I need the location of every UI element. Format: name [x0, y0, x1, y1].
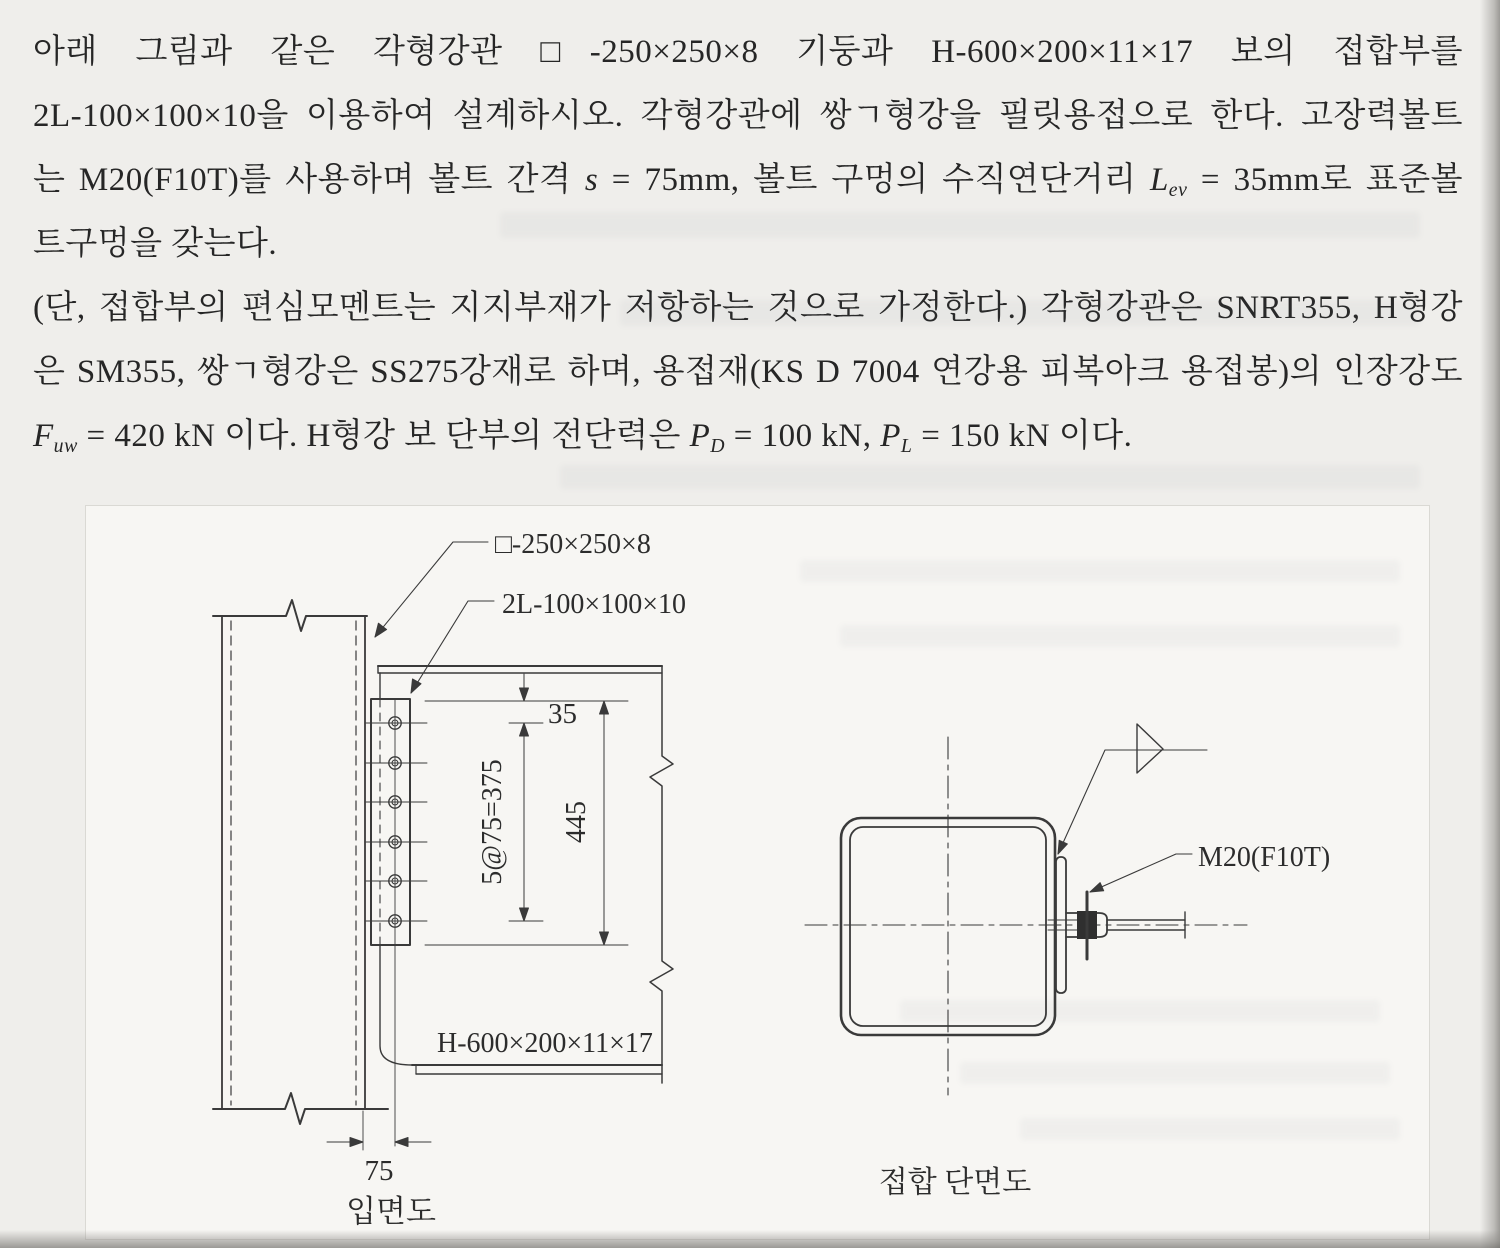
- beam-break-line: [650, 666, 673, 1083]
- arrowhead-icon: [600, 932, 609, 945]
- dimension-75: [327, 1111, 431, 1187]
- problem-text-line: 는 M20(F10T)를 사용하며 볼트 간격 s = 75mm, 볼트 구멍의 수직연단거리 $L_{ev} = 35mm$로 표준볼: [33, 162, 1463, 201]
- dimension-label: 445: [561, 801, 592, 843]
- column-elevation: [213, 600, 388, 1124]
- section-labels: [879, 842, 1330, 1199]
- arrowhead-icon: [520, 688, 529, 701]
- arrowhead-icon: [520, 908, 529, 921]
- problem-text-line: 2L-100×100×10을 이용하여 설계하시오. 각형강관에 쌍ㄱ형강을 필릿용접으로 한다. 고장력볼트: [33, 98, 1463, 134]
- column-size-label: □-250×250×8: [495, 529, 651, 560]
- elevation-dimensions: [327, 674, 628, 1187]
- arrowhead-icon: [395, 1138, 408, 1147]
- dimension-bolt-spacing: [477, 723, 529, 921]
- elevation-caption: 입면도: [346, 1194, 436, 1229]
- dimension-label: 5@75=375: [477, 759, 508, 885]
- angle-size-label: 2L-100×100×10: [502, 589, 687, 620]
- weld-leader-line: [1058, 750, 1207, 854]
- problem-text-line: $F_{uw} = 420$ kN 이다. H형강 보 단부의 전단력은 $P_D = 100$ kN, $P_L = 150$ kN 이다.: [33, 418, 1133, 457]
- dimension-35: [520, 674, 578, 730]
- section-caption: 접합 단면도: [878, 1166, 1032, 1199]
- tube-column-section: [805, 737, 1247, 1095]
- beam-cope-line: [380, 945, 412, 1065]
- dimension-445: [561, 701, 609, 945]
- problem-text-line: (단, 접합부의 편심모멘트는 지지부재가 저항하는 것으로 가정한다.) 각형강관은 SNRT355, H형강: [33, 290, 1463, 326]
- section-view: [805, 724, 1330, 1199]
- arrowhead-icon: [600, 701, 609, 714]
- leader-line: [375, 542, 488, 637]
- dimension-label: 35: [548, 698, 577, 730]
- leader-line: [411, 601, 494, 693]
- dimension-label: 75: [364, 1155, 394, 1187]
- leader-arrow-icon: [1090, 883, 1104, 892]
- beam-size-label: H-600×200×11×17: [437, 1028, 653, 1059]
- problem-text-line: 트구멍을 갖는다.: [33, 226, 278, 262]
- angle-plate-outline: [371, 699, 410, 945]
- leader-line: [1090, 854, 1192, 892]
- leader-arrow-icon: [1058, 840, 1067, 854]
- problem-text-line: 은 SM355, 쌍ㄱ형강은 SS275강재로 하며, 용접재(KS D 7004 연강용 피복아크 용접봉)의 인장강도: [33, 354, 1463, 390]
- fillet-weld-symbol: [1058, 724, 1207, 854]
- page-edge-shadow: [1480, 0, 1500, 1248]
- column-top-edge-with-break-symbol: [213, 600, 367, 631]
- arrowhead-icon: [520, 723, 529, 736]
- column-bottom-edge-with-break-symbol: [213, 1093, 388, 1124]
- elevation-view: [213, 529, 686, 1229]
- arrowhead-icon: [350, 1138, 363, 1147]
- problem-text-line: 아래 그림과 같은 각형강관 □-250×250×8 기둥과 H-600×200×11×17 보의 접합부를: [33, 34, 1463, 70]
- leader-arrow-icon: [411, 679, 421, 693]
- bolt-row-lines: [366, 723, 427, 921]
- double-angle-plate: [366, 699, 427, 1146]
- bolt-spec-label: M20(F10T): [1198, 842, 1331, 873]
- weld-triangle-icon: [1137, 724, 1163, 773]
- page-edge-shadow: [0, 1230, 1500, 1248]
